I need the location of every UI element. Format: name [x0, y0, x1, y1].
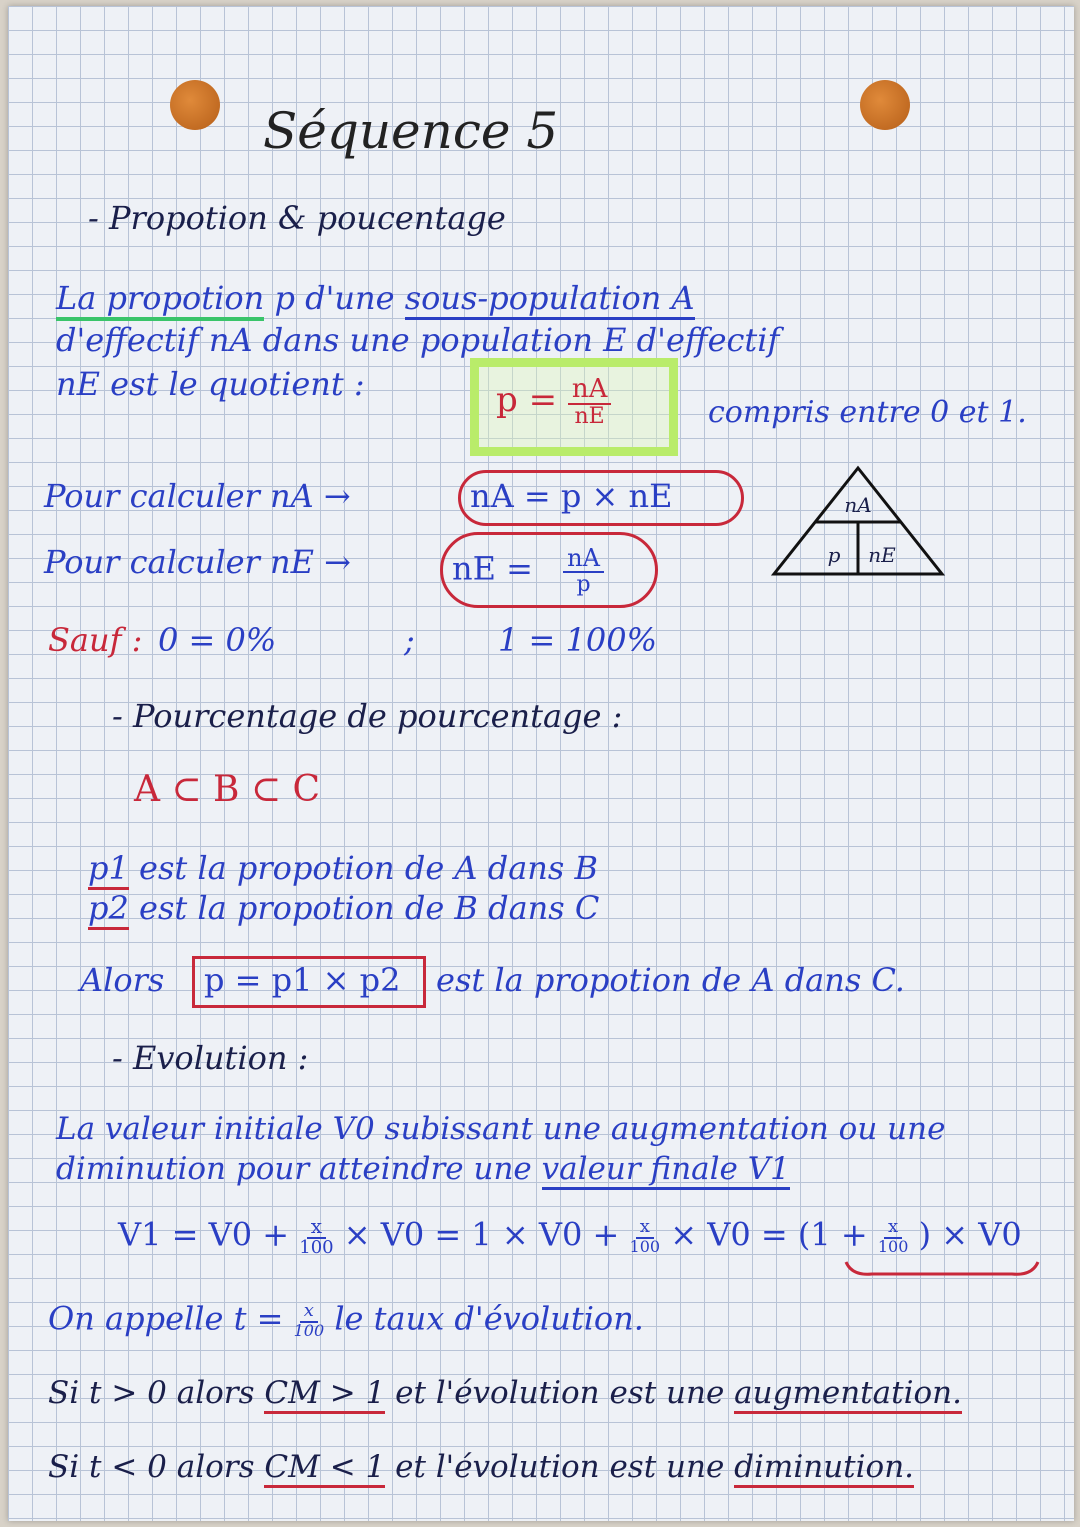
triangle-right-label: nE — [868, 543, 896, 567]
p1-text: est la propotion de A dans B — [139, 849, 598, 887]
definition-line-2: d'effectif nA dans une population E d'effectif — [56, 321, 780, 359]
fraction-3-denominator: 100 — [877, 1236, 909, 1256]
evolution-line-2 — [56, 1151, 790, 1187]
taux-line — [48, 1299, 644, 1340]
alors-label: Alors — [80, 961, 165, 999]
punch-hole-right — [860, 80, 910, 130]
calc-ne-fraction — [563, 546, 604, 596]
evolution-formula-part-a: V1 = V0 + — [118, 1215, 290, 1254]
set-inclusion: A ⊂ B ⊂ C — [134, 769, 321, 810]
term-diminution: diminution. — [734, 1449, 914, 1488]
condition-positive — [48, 1375, 962, 1411]
definition-line-1 — [56, 279, 695, 317]
brace-path — [846, 1262, 1038, 1274]
evolution-fraction-2 — [630, 1218, 661, 1256]
p2-name: p2 — [88, 889, 129, 930]
p1-name: p1 — [88, 849, 129, 890]
formula-denominator: nE — [574, 404, 605, 430]
evolution-formula-part-d: (1 + — [797, 1215, 868, 1254]
page-title: Séquence 5 — [263, 102, 559, 160]
evolution-formula-part-b: × V0 = 1 × V0 + — [343, 1215, 620, 1254]
condition-positive-text: Si t > 0 alors — [48, 1375, 255, 1411]
evolution-fraction-1 — [299, 1216, 333, 1258]
evolution-fraction-3 — [878, 1218, 909, 1256]
section-heading-proportion: - Propotion & poucentage — [88, 199, 506, 237]
condition-negative-cm: CM < 1 — [264, 1449, 385, 1488]
definition-line-3: nE est le quotient : — [56, 365, 365, 403]
term-subpopulation: sous-population A — [405, 279, 695, 320]
fraction-3-numerator: x — [884, 1218, 902, 1239]
p2-text: est la propotion de B dans C — [139, 889, 600, 927]
definition-text: p d'une — [274, 279, 395, 317]
calc-ne-numerator: nA — [563, 546, 604, 573]
p2-line — [88, 889, 600, 927]
product-formula: p = p1 × p2 — [204, 961, 401, 999]
taux-label: On appelle t = — [48, 1299, 284, 1338]
calc-na-label: Pour calculer nA → — [44, 477, 351, 515]
sauf-separator: ; — [404, 621, 415, 659]
calc-ne-lhs: nE = — [452, 549, 533, 588]
taux-numerator: x — [300, 1302, 318, 1323]
evolution-line-2-text: diminution pour atteindre une — [56, 1151, 532, 1187]
taux-denominator: 100 — [293, 1320, 325, 1340]
evolution-formula-part-c: × V0 = — [670, 1215, 788, 1254]
evolution-formula-part-e: ) × V0 — [918, 1215, 1022, 1254]
triangle-top-label: nA — [844, 493, 872, 517]
evolution-line-1: La valeur initiale V0 subissant une augmentation ou une — [56, 1111, 946, 1147]
sauf-eq-one: 1 = 100% — [498, 621, 657, 659]
condition-positive-middle: et l'évolution est une — [395, 1375, 725, 1411]
product-conclusion: est la propotion de A dans C. — [436, 961, 905, 999]
sauf-eq-zero: 0 = 0% — [158, 621, 277, 659]
condition-negative-text: Si t < 0 alors — [48, 1449, 255, 1485]
formula-lhs: p = — [496, 380, 558, 421]
notebook-page — [8, 6, 1074, 1521]
formula-underline-brace — [842, 1258, 1042, 1282]
section-heading-evolution: - Evolution : — [112, 1039, 309, 1077]
fraction-1-denominator: 100 — [299, 1237, 334, 1258]
condition-positive-cm: CM > 1 — [264, 1375, 385, 1414]
taux-text: le taux d'évolution. — [334, 1299, 644, 1338]
formula-numerator: nA — [568, 376, 612, 405]
calc-ne-formula — [452, 546, 604, 596]
punch-hole-left — [170, 80, 220, 130]
sauf-label: Sauf : — [48, 621, 143, 659]
fraction-1-numerator: x — [307, 1216, 326, 1239]
proportion-formula — [496, 376, 611, 428]
fraction-2-denominator: 100 — [629, 1236, 661, 1256]
fraction-2-numerator: x — [636, 1218, 654, 1239]
formula-fraction — [568, 376, 612, 428]
calc-na-formula: nA = p × nE — [470, 477, 673, 515]
term-augmentation: augmentation. — [734, 1375, 962, 1414]
formula-triangle — [768, 462, 948, 582]
calc-ne-label: Pour calculer nE → — [44, 543, 351, 581]
evolution-formula — [118, 1216, 1022, 1258]
calc-ne-denominator: p — [576, 572, 591, 598]
condition-negative-middle: et l'évolution est une — [395, 1449, 725, 1485]
term-final-value: valeur finale V1 — [542, 1151, 790, 1190]
p1-line — [88, 849, 598, 887]
range-note: compris entre 0 et 1. — [708, 395, 1027, 430]
taux-fraction — [294, 1302, 325, 1340]
section-heading-percent-of-percent: - Pourcentage de pourcentage : — [112, 697, 623, 735]
condition-negative — [48, 1449, 915, 1485]
triangle-left-label: p — [827, 543, 841, 567]
term-proportion: La propotion — [56, 279, 264, 321]
